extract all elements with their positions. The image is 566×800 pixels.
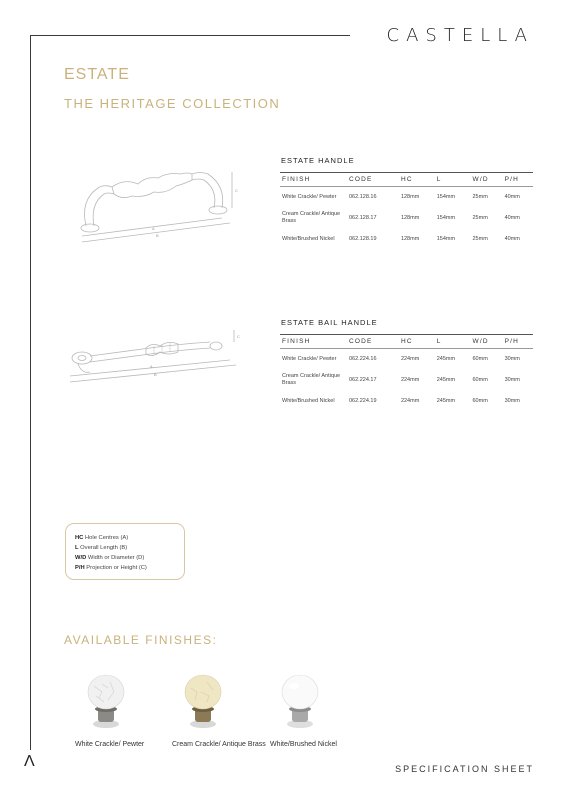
legend-text: Projection or Height (C) (86, 565, 147, 571)
legend-text: Hole Centres (A) (85, 535, 129, 541)
bail-dimension-a-label: A (150, 364, 153, 369)
cell-code: 062.224.16 (349, 355, 377, 362)
page-title: ESTATE (64, 66, 130, 83)
cell-l: 245mm (436, 355, 456, 362)
cell-finish: White/Brushed Nickel (282, 397, 335, 404)
legend-item (75, 563, 175, 573)
finish-swatch-cream-crackle-antique-brass (163, 662, 243, 734)
table-row (280, 391, 533, 412)
cell-hc: 224mm (400, 355, 420, 362)
cell-hc: 128mm (400, 235, 420, 242)
cell-ph: 40mm (504, 235, 520, 242)
table-header-row (280, 335, 533, 349)
cell-ph: 30mm (504, 397, 520, 404)
estate-bail-handle-diagram (60, 322, 250, 392)
spec-table-estate-bail-handle (280, 334, 533, 412)
brand-mark-icon: Λ (24, 753, 35, 770)
cell-ph: 30mm (504, 376, 520, 383)
brand-logo: CASTELLA (386, 25, 534, 46)
cell-ph: 40mm (504, 193, 520, 200)
product-title-estate-bail-handle: ESTATE BAIL HANDLE (281, 318, 378, 327)
cell-finish: Cream Crackle/ Antique Brass (282, 373, 341, 386)
dimension-a-label: A (152, 226, 155, 231)
legend-item (75, 543, 175, 553)
cell-hc: 128mm (400, 214, 420, 221)
dimension-legend (65, 523, 185, 580)
legend-abbr: HC (75, 535, 84, 541)
frame-top-rule (30, 35, 350, 36)
bail-dimension-c-label: C (237, 334, 240, 339)
cell-hc: 224mm (400, 376, 420, 383)
col-finish: FINISH (280, 335, 347, 349)
cell-wd: 60mm (472, 376, 488, 383)
cell-wd: 60mm (472, 355, 488, 362)
estate-handle-diagram (72, 160, 252, 250)
cell-l: 154mm (436, 214, 456, 221)
finish-label: White Crackle/ Pewter (75, 741, 145, 748)
col-finish: FINISH (280, 173, 347, 187)
cell-finish: White Crackle/ Pewter (282, 355, 337, 362)
cell-code: 062.128.16 (349, 193, 377, 200)
dimension-c-label: C (235, 188, 238, 193)
table-row (280, 229, 533, 250)
footer-label: SPECIFICATION SHEET (395, 764, 534, 774)
finish-label: Cream Crackle/ Antique Brass (172, 741, 266, 748)
cell-ph: 30mm (504, 355, 520, 362)
cell-ph: 40mm (504, 214, 520, 221)
col-wd: W/D (471, 335, 503, 349)
col-code: CODE (347, 335, 399, 349)
table-header-row (280, 173, 533, 187)
cell-wd: 25mm (472, 193, 488, 200)
legend-abbr: P/H (75, 565, 85, 571)
col-hc: HC (399, 335, 435, 349)
product-title-estate-handle: ESTATE HANDLE (281, 156, 355, 165)
col-code: CODE (347, 173, 399, 187)
cell-finish: Cream Crackle/ Antique Brass (282, 211, 341, 224)
cell-l: 245mm (436, 397, 456, 404)
col-wd: W/D (471, 173, 503, 187)
col-ph: P/H (503, 173, 533, 187)
page-subtitle: THE HERITAGE COLLECTION (64, 96, 281, 111)
col-hc: HC (399, 173, 435, 187)
cell-hc: 224mm (400, 397, 420, 404)
legend-text: Overall Length (B) (80, 545, 128, 551)
finish-label: White/Brushed Nickel (270, 741, 337, 748)
table-row (280, 208, 533, 229)
finish-swatch-white-brushed-nickel (260, 662, 340, 734)
legend-abbr: L (75, 545, 79, 551)
cell-wd: 25mm (472, 214, 488, 221)
cell-l: 154mm (436, 235, 456, 242)
table-row (280, 370, 533, 391)
table-row (280, 349, 533, 370)
col-l: L (435, 335, 471, 349)
finish-swatch-white-crackle-pewter (66, 662, 146, 734)
legend-item (75, 553, 175, 563)
cell-wd: 25mm (472, 235, 488, 242)
legend-item (75, 533, 175, 543)
cell-code: 062.128.19 (349, 235, 377, 242)
col-ph: P/H (503, 335, 533, 349)
legend-abbr: W/D (75, 555, 87, 561)
col-l: L (435, 173, 471, 187)
cell-l: 154mm (436, 193, 456, 200)
frame-left-rule (30, 35, 31, 750)
spec-table-estate-handle (280, 172, 533, 250)
bail-dimension-b-label: B (154, 372, 157, 377)
available-finishes-title: AVAILABLE FINISHES: (64, 633, 218, 647)
cell-finish: White/Brushed Nickel (282, 235, 335, 242)
dimension-b-label: B (156, 233, 159, 238)
cell-l: 245mm (436, 376, 456, 383)
cell-hc: 128mm (400, 193, 420, 200)
table-row (280, 187, 533, 208)
cell-code: 062.224.17 (349, 376, 377, 383)
cell-wd: 60mm (472, 397, 488, 404)
cell-code: 062.224.19 (349, 397, 377, 404)
cell-finish: White Crackle/ Pewter (282, 193, 337, 200)
cell-code: 062.128.17 (349, 214, 377, 221)
legend-text: Width or Diameter (D) (87, 555, 145, 561)
